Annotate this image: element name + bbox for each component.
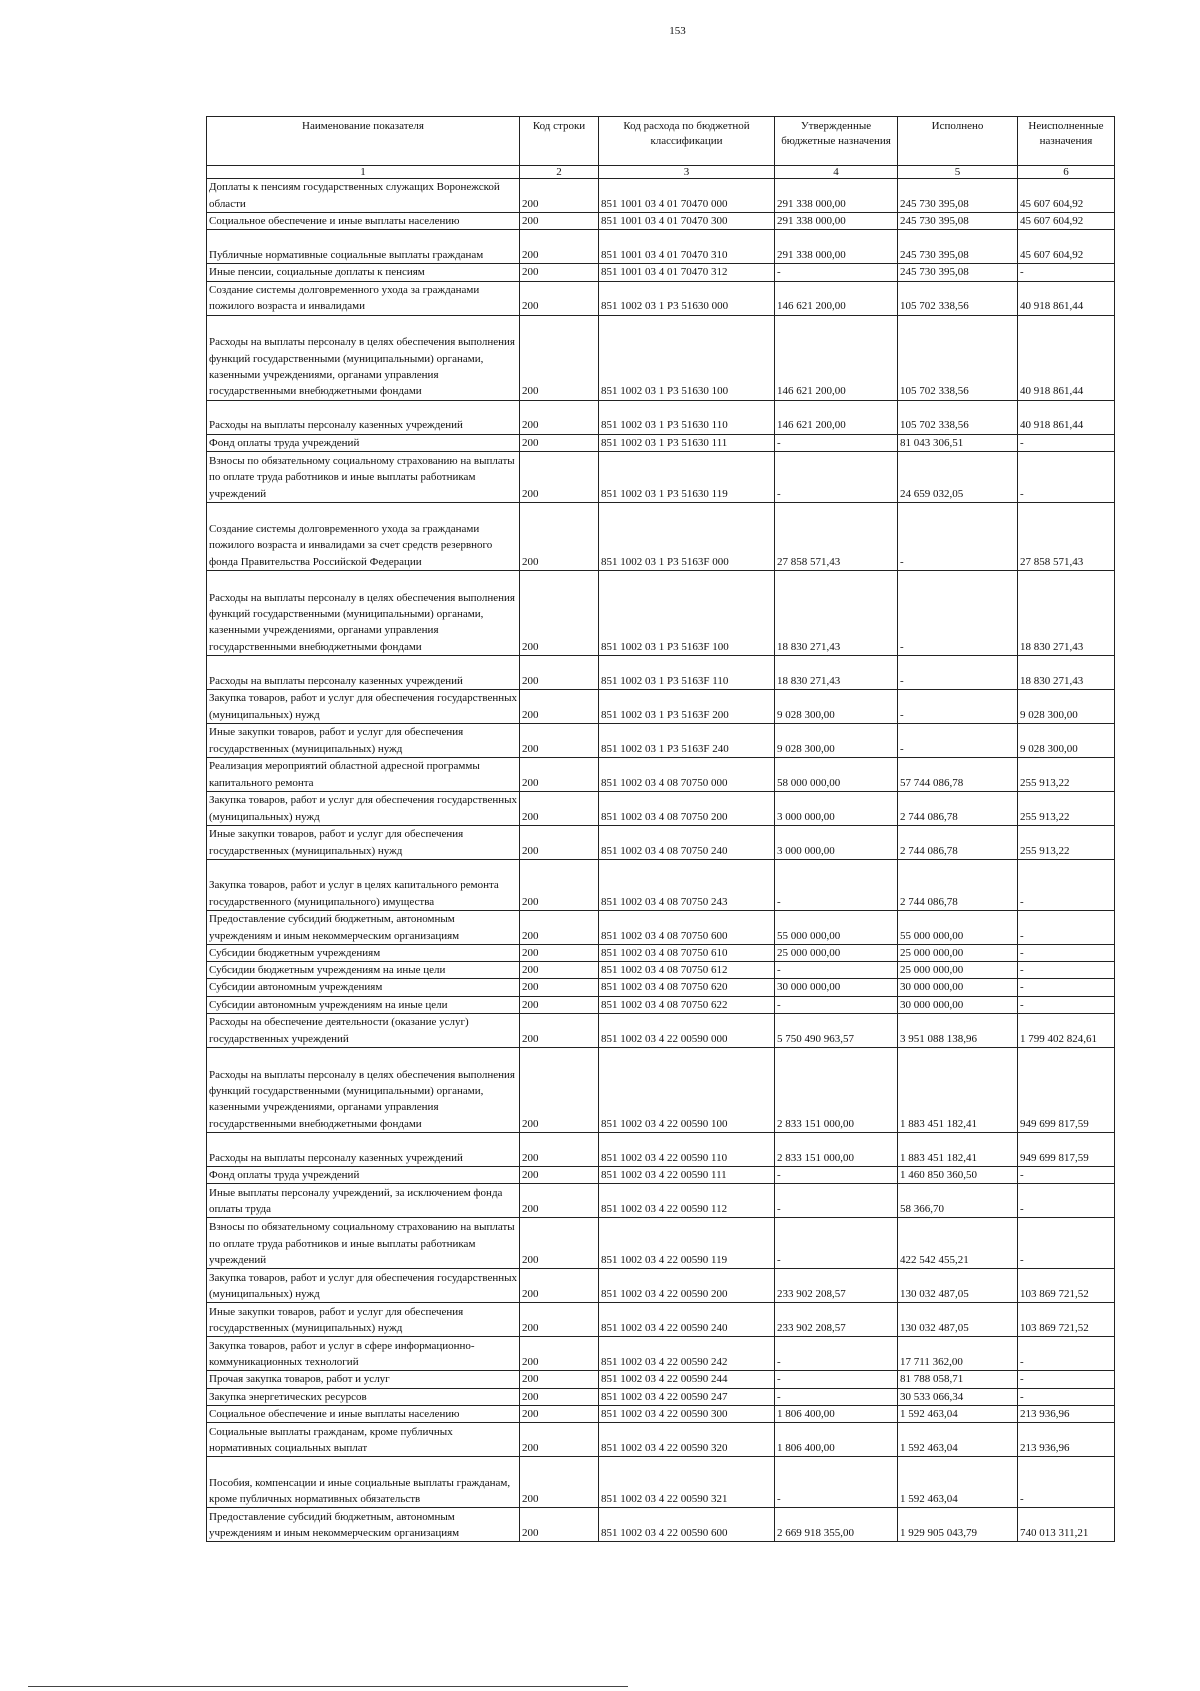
row-name: Закупка энергетических ресурсов xyxy=(207,1388,520,1405)
row-name: Иные пенсии, социальные доплаты к пенсиям xyxy=(207,264,520,281)
row-executed: 105 702 338,56 xyxy=(898,400,1018,434)
row-executed: 17 711 362,00 xyxy=(898,1337,1018,1371)
row-unexecuted: - xyxy=(1018,1371,1115,1388)
row-unexecuted: 27 858 571,43 xyxy=(1018,502,1115,570)
row-executed: 245 730 395,08 xyxy=(898,264,1018,281)
row-name: Расходы на выплаты персоналу казенных учреждений xyxy=(207,1133,520,1167)
row-unexecuted: - xyxy=(1018,1184,1115,1218)
row-approved: 18 830 271,43 xyxy=(775,570,898,655)
row-approved: 9 028 300,00 xyxy=(775,689,898,723)
column-number: 6 xyxy=(1018,166,1115,179)
row-unexecuted: - xyxy=(1018,1457,1115,1508)
row-budget-code: 851 1002 03 4 08 70750 612 xyxy=(599,962,775,979)
row-budget-code: 851 1002 03 4 22 00590 240 xyxy=(599,1303,775,1337)
table-row xyxy=(207,1371,1115,1388)
header-budget-code: Код расхода по бюджетной классификации xyxy=(599,117,775,166)
table-row xyxy=(207,213,1115,230)
row-name: Расходы на выплаты персоналу казенных учреждений xyxy=(207,400,520,434)
row-budget-code: 851 1002 03 1 P3 51630 119 xyxy=(599,451,775,502)
row-unexecuted: 40 918 861,44 xyxy=(1018,315,1115,400)
table-row xyxy=(207,996,1115,1013)
row-executed: 1 460 850 360,50 xyxy=(898,1167,1018,1184)
row-line-code: 200 xyxy=(520,979,599,996)
row-executed: 245 730 395,08 xyxy=(898,230,1018,264)
row-line-code: 200 xyxy=(520,1048,599,1133)
row-approved: - xyxy=(775,1167,898,1184)
row-approved: 55 000 000,00 xyxy=(775,910,898,944)
row-name: Закупка товаров, работ и услуг в сфере информационно-коммуникационных технологий xyxy=(207,1337,520,1371)
row-executed: 245 730 395,08 xyxy=(898,213,1018,230)
table-row xyxy=(207,757,1115,791)
row-line-code: 200 xyxy=(520,1388,599,1405)
budget-execution-table xyxy=(206,116,1115,1542)
row-budget-code: 851 1002 03 4 08 70750 240 xyxy=(599,825,775,859)
row-line-code: 200 xyxy=(520,944,599,961)
row-line-code: 200 xyxy=(520,1457,599,1508)
row-approved: - xyxy=(775,1388,898,1405)
row-budget-code: 851 1002 03 1 P3 51630 000 xyxy=(599,281,775,315)
row-budget-code: 851 1002 03 4 08 70750 622 xyxy=(599,996,775,1013)
row-line-code: 200 xyxy=(520,179,599,213)
row-executed: 1 592 463,04 xyxy=(898,1457,1018,1508)
row-executed: 3 951 088 138,96 xyxy=(898,1014,1018,1048)
row-budget-code: 851 1002 03 1 P3 5163F 240 xyxy=(599,723,775,757)
row-executed: 57 744 086,78 xyxy=(898,757,1018,791)
row-budget-code: 851 1002 03 4 22 00590 119 xyxy=(599,1218,775,1269)
row-name: Закупка товаров, работ и услуг для обеспечения государственных (муниципальных) нужд xyxy=(207,791,520,825)
row-executed: 1 929 905 043,79 xyxy=(898,1508,1018,1542)
row-budget-code: 851 1002 03 4 22 00590 300 xyxy=(599,1405,775,1422)
row-approved: - xyxy=(775,996,898,1013)
row-line-code: 200 xyxy=(520,400,599,434)
row-unexecuted: - xyxy=(1018,434,1115,451)
row-unexecuted: 103 869 721,52 xyxy=(1018,1303,1115,1337)
page-number: 153 xyxy=(669,25,686,37)
row-line-code: 200 xyxy=(520,1269,599,1303)
row-line-code: 200 xyxy=(520,655,599,689)
row-approved: - xyxy=(775,1371,898,1388)
table-row xyxy=(207,962,1115,979)
row-unexecuted: - xyxy=(1018,264,1115,281)
row-executed: - xyxy=(898,502,1018,570)
table-header xyxy=(207,117,1115,179)
row-line-code: 200 xyxy=(520,264,599,281)
row-name: Доплаты к пенсиям государственных служащих Воронежской области xyxy=(207,179,520,213)
row-executed: 58 366,70 xyxy=(898,1184,1018,1218)
row-executed: 2 744 086,78 xyxy=(898,859,1018,910)
row-approved: 25 000 000,00 xyxy=(775,944,898,961)
row-budget-code: 851 1002 03 4 08 70750 620 xyxy=(599,979,775,996)
row-line-code: 200 xyxy=(520,825,599,859)
row-unexecuted: 103 869 721,52 xyxy=(1018,1269,1115,1303)
row-name: Иные выплаты персоналу учреждений, за исключением фонда оплаты труда xyxy=(207,1184,520,1218)
row-line-code: 200 xyxy=(520,570,599,655)
table-row xyxy=(207,944,1115,961)
row-name: Расходы на выплаты персоналу в целях обеспечения выполнения функций государственными (муниципальными) органами, казенными учреждениями, органами управления государственными внебюджетными фондами xyxy=(207,1048,520,1133)
header-name: Наименование показателя xyxy=(207,117,520,166)
table-body xyxy=(207,179,1115,1542)
row-approved: 291 338 000,00 xyxy=(775,230,898,264)
row-line-code: 200 xyxy=(520,451,599,502)
row-approved: 2 669 918 355,00 xyxy=(775,1508,898,1542)
row-name: Предоставление субсидий бюджетным, автономным учреждениям и иным некоммерческим организациям xyxy=(207,910,520,944)
row-approved: - xyxy=(775,1457,898,1508)
table-row xyxy=(207,1218,1115,1269)
row-executed: 30 000 000,00 xyxy=(898,979,1018,996)
row-budget-code: 851 1002 03 1 P3 5163F 200 xyxy=(599,689,775,723)
row-executed: 81 043 306,51 xyxy=(898,434,1018,451)
row-name: Создание системы долговременного ухода за гражданами пожилого возраста и инвалидами xyxy=(207,281,520,315)
row-name: Прочая закупка товаров, работ и услуг xyxy=(207,1371,520,1388)
row-approved: - xyxy=(775,859,898,910)
row-budget-code: 851 1002 03 1 P3 51630 100 xyxy=(599,315,775,400)
row-line-code: 200 xyxy=(520,910,599,944)
row-budget-code: 851 1002 03 4 22 00590 600 xyxy=(599,1508,775,1542)
row-line-code: 200 xyxy=(520,723,599,757)
row-unexecuted: 45 607 604,92 xyxy=(1018,179,1115,213)
row-approved: - xyxy=(775,962,898,979)
row-line-code: 200 xyxy=(520,1014,599,1048)
row-name: Предоставление субсидий бюджетным, автономным учреждениям и иным некоммерческим организациям xyxy=(207,1508,520,1542)
table-row xyxy=(207,1303,1115,1337)
row-name: Субсидии автономным учреждениям на иные цели xyxy=(207,996,520,1013)
row-line-code: 200 xyxy=(520,434,599,451)
row-name: Закупка товаров, работ и услуг в целях капитального ремонта государственного (муниципального) имущества xyxy=(207,859,520,910)
row-line-code: 200 xyxy=(520,230,599,264)
row-approved: 5 750 490 963,57 xyxy=(775,1014,898,1048)
table-row xyxy=(207,1014,1115,1048)
row-budget-code: 851 1002 03 4 22 00590 200 xyxy=(599,1269,775,1303)
row-budget-code: 851 1001 03 4 01 70470 312 xyxy=(599,264,775,281)
row-unexecuted: 18 830 271,43 xyxy=(1018,570,1115,655)
row-executed: 24 659 032,05 xyxy=(898,451,1018,502)
header-executed: Исполнено xyxy=(898,117,1018,166)
table-row xyxy=(207,1508,1115,1542)
header-approved: Утвержденные бюджетные назначения xyxy=(775,117,898,166)
row-name: Иные закупки товаров, работ и услуг для обеспечения государственных (муниципальных) нужд xyxy=(207,825,520,859)
row-line-code: 200 xyxy=(520,1405,599,1422)
row-name: Фонд оплаты труда учреждений xyxy=(207,1167,520,1184)
row-line-code: 200 xyxy=(520,757,599,791)
row-budget-code: 851 1002 03 1 P3 51630 110 xyxy=(599,400,775,434)
row-approved: 30 000 000,00 xyxy=(775,979,898,996)
row-name: Фонд оплаты труда учреждений xyxy=(207,434,520,451)
column-number: 1 xyxy=(207,166,520,179)
row-executed: 2 744 086,78 xyxy=(898,825,1018,859)
row-unexecuted: - xyxy=(1018,962,1115,979)
column-number: 2 xyxy=(520,166,599,179)
row-unexecuted: 213 936,96 xyxy=(1018,1405,1115,1422)
row-approved: 233 902 208,57 xyxy=(775,1269,898,1303)
row-unexecuted: - xyxy=(1018,979,1115,996)
column-number: 4 xyxy=(775,166,898,179)
row-budget-code: 851 1002 03 4 08 70750 000 xyxy=(599,757,775,791)
row-line-code: 200 xyxy=(520,1303,599,1337)
row-unexecuted: 18 830 271,43 xyxy=(1018,655,1115,689)
column-number: 5 xyxy=(898,166,1018,179)
row-executed: 130 032 487,05 xyxy=(898,1269,1018,1303)
row-executed: 25 000 000,00 xyxy=(898,944,1018,961)
row-line-code: 200 xyxy=(520,281,599,315)
row-budget-code: 851 1002 03 4 22 00590 111 xyxy=(599,1167,775,1184)
row-line-code: 200 xyxy=(520,1508,599,1542)
row-executed: 105 702 338,56 xyxy=(898,281,1018,315)
row-executed: - xyxy=(898,723,1018,757)
row-line-code: 200 xyxy=(520,1133,599,1167)
row-name: Социальные выплаты гражданам, кроме публичных нормативных социальных выплат xyxy=(207,1423,520,1457)
row-approved: 27 858 571,43 xyxy=(775,502,898,570)
row-line-code: 200 xyxy=(520,689,599,723)
row-executed: 2 744 086,78 xyxy=(898,791,1018,825)
row-executed: 30 533 066,34 xyxy=(898,1388,1018,1405)
row-budget-code: 851 1002 03 4 08 70750 200 xyxy=(599,791,775,825)
row-unexecuted: 255 913,22 xyxy=(1018,791,1115,825)
table-row xyxy=(207,1048,1115,1133)
row-unexecuted: - xyxy=(1018,859,1115,910)
table-row xyxy=(207,570,1115,655)
row-executed: 245 730 395,08 xyxy=(898,179,1018,213)
row-executed: 105 702 338,56 xyxy=(898,315,1018,400)
divider xyxy=(28,1686,628,1687)
column-number: 3 xyxy=(599,166,775,179)
table-row xyxy=(207,264,1115,281)
row-name: Расходы на выплаты персоналу казенных учреждений xyxy=(207,655,520,689)
row-unexecuted: 949 699 817,59 xyxy=(1018,1133,1115,1167)
table-row xyxy=(207,1423,1115,1457)
row-unexecuted: - xyxy=(1018,996,1115,1013)
table-row xyxy=(207,434,1115,451)
table-row xyxy=(207,281,1115,315)
row-budget-code: 851 1001 03 4 01 70470 300 xyxy=(599,213,775,230)
row-budget-code: 851 1002 03 4 22 00590 242 xyxy=(599,1337,775,1371)
table-row xyxy=(207,230,1115,264)
row-executed: - xyxy=(898,655,1018,689)
row-name: Закупка товаров, работ и услуг для обеспечения государственных (муниципальных) нужд xyxy=(207,689,520,723)
row-budget-code: 851 1002 03 4 22 00590 321 xyxy=(599,1457,775,1508)
row-executed: 1 592 463,04 xyxy=(898,1405,1018,1422)
table-row xyxy=(207,655,1115,689)
row-line-code: 200 xyxy=(520,791,599,825)
row-unexecuted: - xyxy=(1018,1218,1115,1269)
table-row xyxy=(207,1184,1115,1218)
row-budget-code: 851 1001 03 4 01 70470 310 xyxy=(599,230,775,264)
row-unexecuted: 9 028 300,00 xyxy=(1018,723,1115,757)
table-row xyxy=(207,1457,1115,1508)
table-row xyxy=(207,502,1115,570)
row-line-code: 200 xyxy=(520,1218,599,1269)
row-unexecuted: 213 936,96 xyxy=(1018,1423,1115,1457)
row-line-code: 200 xyxy=(520,1184,599,1218)
row-executed: 1 883 451 182,41 xyxy=(898,1133,1018,1167)
row-unexecuted: 45 607 604,92 xyxy=(1018,230,1115,264)
row-approved: 58 000 000,00 xyxy=(775,757,898,791)
row-approved: - xyxy=(775,1337,898,1371)
row-approved: 146 621 200,00 xyxy=(775,315,898,400)
header-unexecuted: Неисполненные назначения xyxy=(1018,117,1115,166)
table-row xyxy=(207,451,1115,502)
row-unexecuted: 949 699 817,59 xyxy=(1018,1048,1115,1133)
row-executed: 55 000 000,00 xyxy=(898,910,1018,944)
row-name: Социальное обеспечение и иные выплаты населению xyxy=(207,213,520,230)
row-line-code: 200 xyxy=(520,962,599,979)
row-unexecuted: 9 028 300,00 xyxy=(1018,689,1115,723)
table-row xyxy=(207,910,1115,944)
row-budget-code: 851 1002 03 4 22 00590 112 xyxy=(599,1184,775,1218)
row-approved: - xyxy=(775,1218,898,1269)
row-unexecuted: 255 913,22 xyxy=(1018,757,1115,791)
row-executed: 30 000 000,00 xyxy=(898,996,1018,1013)
row-approved: 2 833 151 000,00 xyxy=(775,1133,898,1167)
row-executed: 130 032 487,05 xyxy=(898,1303,1018,1337)
row-name: Расходы на выплаты персоналу в целях обеспечения выполнения функций государственными (муниципальными) органами, казенными учреждениями, органами управления государственными внебюджетными фондами xyxy=(207,570,520,655)
row-approved: - xyxy=(775,264,898,281)
row-name: Публичные нормативные социальные выплаты гражданам xyxy=(207,230,520,264)
row-approved: 291 338 000,00 xyxy=(775,179,898,213)
row-budget-code: 851 1002 03 4 22 00590 244 xyxy=(599,1371,775,1388)
row-executed: - xyxy=(898,689,1018,723)
row-name: Иные закупки товаров, работ и услуг для обеспечения государственных (муниципальных) нужд xyxy=(207,1303,520,1337)
row-approved: 233 902 208,57 xyxy=(775,1303,898,1337)
table-row xyxy=(207,1405,1115,1422)
row-line-code: 200 xyxy=(520,996,599,1013)
row-budget-code: 851 1002 03 4 08 70750 243 xyxy=(599,859,775,910)
row-budget-code: 851 1002 03 1 P3 5163F 110 xyxy=(599,655,775,689)
row-executed: 1 592 463,04 xyxy=(898,1423,1018,1457)
table-row xyxy=(207,723,1115,757)
row-unexecuted: 40 918 861,44 xyxy=(1018,400,1115,434)
row-name: Расходы на обеспечение деятельности (оказание услуг) государственных учреждений xyxy=(207,1014,520,1048)
row-approved: 1 806 400,00 xyxy=(775,1423,898,1457)
row-budget-code: 851 1002 03 4 22 00590 320 xyxy=(599,1423,775,1457)
row-line-code: 200 xyxy=(520,859,599,910)
row-name: Закупка товаров, работ и услуг для обеспечения государственных (муниципальных) нужд xyxy=(207,1269,520,1303)
row-budget-code: 851 1002 03 4 22 00590 100 xyxy=(599,1048,775,1133)
row-unexecuted: - xyxy=(1018,451,1115,502)
row-approved: 9 028 300,00 xyxy=(775,723,898,757)
row-line-code: 200 xyxy=(520,1423,599,1457)
table-row xyxy=(207,825,1115,859)
row-budget-code: 851 1002 03 4 08 70750 610 xyxy=(599,944,775,961)
row-unexecuted: - xyxy=(1018,1337,1115,1371)
table-row xyxy=(207,179,1115,213)
table-row xyxy=(207,1133,1115,1167)
row-budget-code: 851 1002 03 4 08 70750 600 xyxy=(599,910,775,944)
row-approved: 3 000 000,00 xyxy=(775,825,898,859)
row-unexecuted: 40 918 861,44 xyxy=(1018,281,1115,315)
row-budget-code: 851 1002 03 1 P3 51630 111 xyxy=(599,434,775,451)
row-unexecuted: 1 799 402 824,61 xyxy=(1018,1014,1115,1048)
table-row xyxy=(207,1269,1115,1303)
row-approved: - xyxy=(775,434,898,451)
row-approved: 3 000 000,00 xyxy=(775,791,898,825)
row-budget-code: 851 1002 03 1 P3 5163F 100 xyxy=(599,570,775,655)
table-row xyxy=(207,979,1115,996)
row-budget-code: 851 1002 03 4 22 00590 000 xyxy=(599,1014,775,1048)
table-row xyxy=(207,400,1115,434)
row-executed: 81 788 058,71 xyxy=(898,1371,1018,1388)
row-unexecuted: - xyxy=(1018,944,1115,961)
row-name: Реализация мероприятий областной адресной программы капитального ремонта xyxy=(207,757,520,791)
header-line-code: Код строки xyxy=(520,117,599,166)
row-unexecuted: - xyxy=(1018,1388,1115,1405)
row-approved: 291 338 000,00 xyxy=(775,213,898,230)
row-name: Взносы по обязательному социальному страхованию на выплаты по оплате труда работников и иные выплаты работникам учреждений xyxy=(207,1218,520,1269)
row-approved: - xyxy=(775,451,898,502)
row-budget-code: 851 1001 03 4 01 70470 000 xyxy=(599,179,775,213)
row-name: Субсидии бюджетным учреждениям на иные цели xyxy=(207,962,520,979)
row-name: Иные закупки товаров, работ и услуг для обеспечения государственных (муниципальных) нужд xyxy=(207,723,520,757)
row-name: Субсидии автономным учреждениям xyxy=(207,979,520,996)
row-unexecuted: 255 913,22 xyxy=(1018,825,1115,859)
table-row xyxy=(207,689,1115,723)
table-row xyxy=(207,1337,1115,1371)
row-unexecuted: - xyxy=(1018,1167,1115,1184)
table-row xyxy=(207,1388,1115,1405)
row-line-code: 200 xyxy=(520,315,599,400)
row-executed: 1 883 451 182,41 xyxy=(898,1048,1018,1133)
row-line-code: 200 xyxy=(520,502,599,570)
row-approved: 146 621 200,00 xyxy=(775,400,898,434)
row-approved: 1 806 400,00 xyxy=(775,1405,898,1422)
table-row xyxy=(207,859,1115,910)
row-unexecuted: 45 607 604,92 xyxy=(1018,213,1115,230)
row-name: Взносы по обязательному социальному страхованию на выплаты по оплате труда работников и иные выплаты работникам учреждений xyxy=(207,451,520,502)
row-line-code: 200 xyxy=(520,1167,599,1184)
row-name: Расходы на выплаты персоналу в целях обеспечения выполнения функций государственными (муниципальными) органами, казенными учреждениями, органами управления государственными внебюджетными фондами xyxy=(207,315,520,400)
row-budget-code: 851 1002 03 1 P3 5163F 000 xyxy=(599,502,775,570)
row-name: Создание системы долговременного ухода за гражданами пожилого возраста и инвалидами за счет средств резервного фонда Правительства Российской Федерации xyxy=(207,502,520,570)
table-row xyxy=(207,791,1115,825)
row-name: Пособия, компенсации и иные социальные выплаты гражданам, кроме публичных нормативных обязательств xyxy=(207,1457,520,1508)
row-executed: 25 000 000,00 xyxy=(898,962,1018,979)
row-budget-code: 851 1002 03 4 22 00590 247 xyxy=(599,1388,775,1405)
row-unexecuted: 740 013 311,21 xyxy=(1018,1508,1115,1542)
row-approved: 2 833 151 000,00 xyxy=(775,1048,898,1133)
row-line-code: 200 xyxy=(520,1371,599,1388)
row-name: Субсидии бюджетным учреждениям xyxy=(207,944,520,961)
table-row xyxy=(207,1167,1115,1184)
row-approved: 146 621 200,00 xyxy=(775,281,898,315)
row-approved: - xyxy=(775,1184,898,1218)
row-budget-code: 851 1002 03 4 22 00590 110 xyxy=(599,1133,775,1167)
row-line-code: 200 xyxy=(520,213,599,230)
row-unexecuted: - xyxy=(1018,910,1115,944)
row-executed: - xyxy=(898,570,1018,655)
row-executed: 422 542 455,21 xyxy=(898,1218,1018,1269)
row-name: Социальное обеспечение и иные выплаты населению xyxy=(207,1405,520,1422)
row-line-code: 200 xyxy=(520,1337,599,1371)
row-approved: 18 830 271,43 xyxy=(775,655,898,689)
table-row xyxy=(207,315,1115,400)
